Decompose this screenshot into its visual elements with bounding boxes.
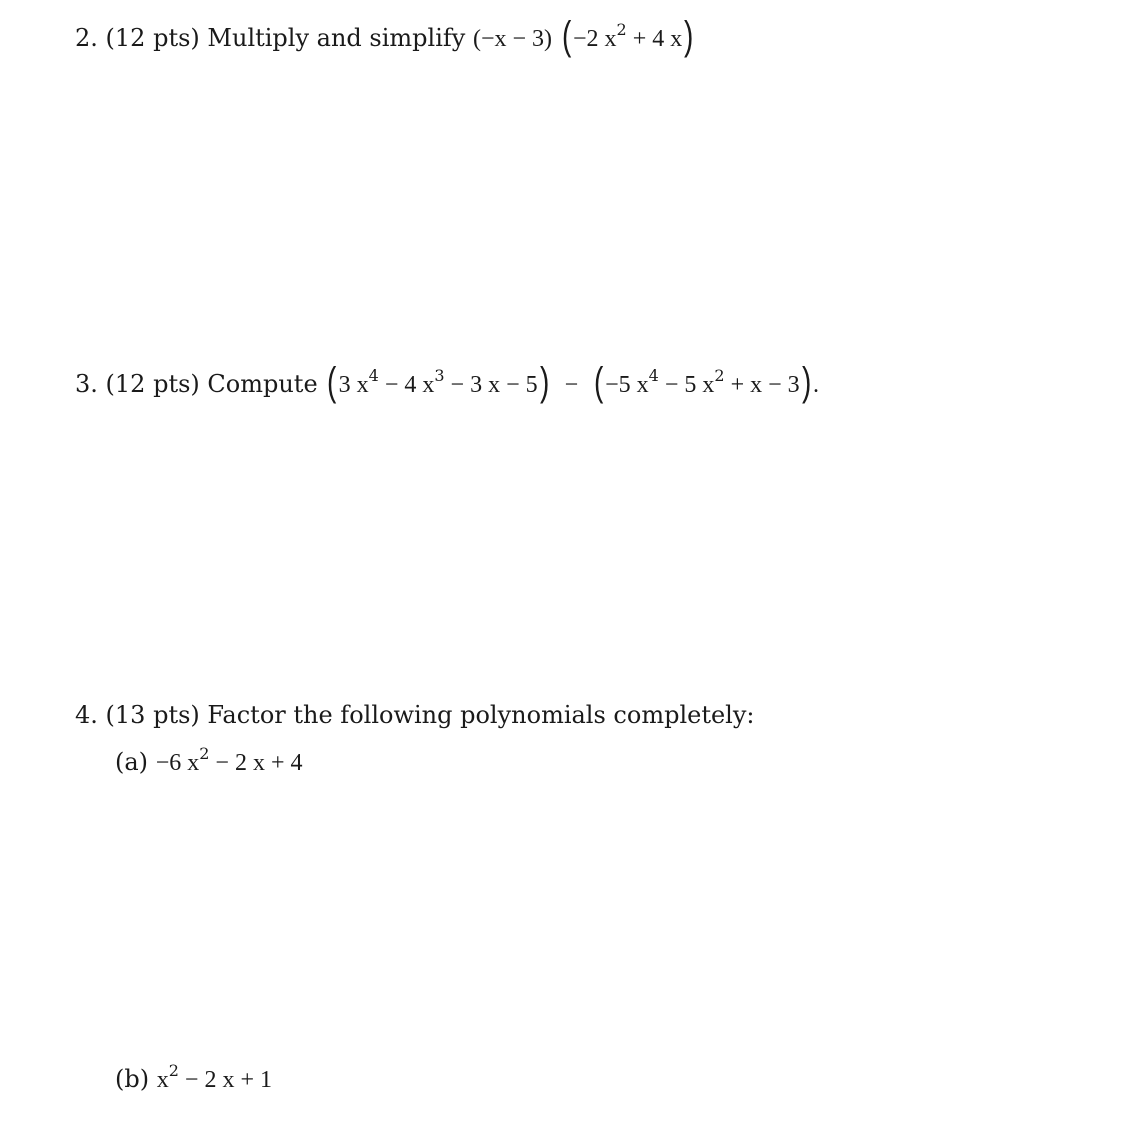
question-2-number: 2. — [75, 24, 98, 52]
question-3-instruction: Compute — [207, 370, 318, 398]
question-3-number: 3. — [75, 370, 98, 398]
paren-close: ) — [801, 360, 811, 404]
question-3-exponent: 3 — [434, 366, 445, 385]
question-2-factor-2-a: −2 x — [573, 26, 617, 52]
question-4a-exponent: 2 — [199, 744, 210, 763]
question-3-exponent: 4 — [368, 366, 379, 385]
question-2-instruction: Multiply and simplify — [207, 24, 466, 52]
question-3-exponent: 4 — [648, 366, 659, 385]
question-2-factor-1: (−x − 3) — [472, 26, 553, 52]
paren-open: ( — [593, 360, 604, 404]
question-4a-label: (a) — [115, 748, 149, 776]
question-3-period: . — [812, 372, 819, 398]
question-3-poly-2-b: − 5 x — [658, 372, 715, 398]
question-2-exponent: 2 — [616, 20, 627, 39]
question-3-points: (12 pts) — [105, 370, 200, 398]
question-4a — [115, 744, 303, 780]
question-4-number: 4. — [75, 701, 98, 729]
question-2-points: (12 pts) — [105, 24, 200, 52]
question-3-poly-2-a: −5 x — [605, 372, 649, 398]
question-4a-expr-b: − 2 x + 4 — [209, 750, 303, 776]
question-3-exponent: 2 — [714, 366, 725, 385]
question-3-poly-2-c: + x − 3 — [724, 372, 800, 398]
question-4-instruction: Factor the following polynomials completely: — [207, 701, 755, 729]
paren-close: ) — [539, 360, 549, 404]
question-3 — [75, 360, 819, 404]
question-4b-expr-b: − 2 x + 1 — [178, 1067, 272, 1093]
question-3-poly-1-a: 3 x — [338, 372, 369, 398]
question-4b-expr-a: x — [156, 1067, 169, 1093]
question-4b-label: (b) — [115, 1065, 150, 1093]
question-4b-exponent: 2 — [168, 1061, 179, 1080]
question-3-poly-1-b: − 4 x — [378, 372, 435, 398]
question-3-poly-1-c: − 3 x − 5 — [444, 372, 538, 398]
question-4 — [75, 700, 754, 730]
paren-close: ) — [684, 14, 694, 58]
question-4-points: (13 pts) — [105, 701, 200, 729]
question-2 — [75, 14, 696, 58]
paren-open: ( — [327, 360, 337, 404]
question-2-factor-2-b: + 4 x — [626, 26, 683, 52]
question-3-minus: − — [564, 372, 579, 398]
question-4a-expr-a: −6 x — [155, 750, 200, 776]
paren-open: ( — [561, 14, 572, 58]
question-4b — [115, 1061, 272, 1097]
